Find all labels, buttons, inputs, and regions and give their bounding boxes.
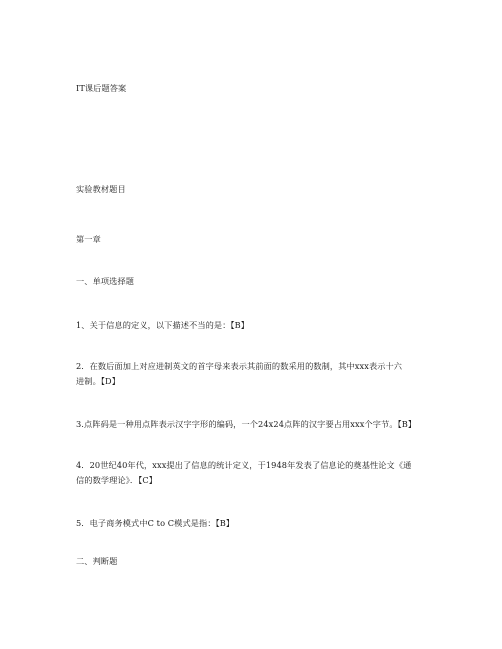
question-1-line-1: 1、关于信息的定义，以下描述不当的是：【B】 [76, 320, 250, 330]
question-5 [76, 516, 436, 531]
document-title: IT课后题答案 [76, 83, 127, 93]
question-3 [76, 417, 436, 432]
question-1 [76, 318, 436, 333]
question-4 [76, 458, 436, 488]
question-2-line-2: 进制。【D】 [76, 376, 121, 386]
question-5-line-1: 5．电子商务模式中C to C模式是指：【B】 [76, 518, 235, 528]
question-2 [76, 359, 436, 389]
question-2-line-1: 2．在数后面加上对应进制英文的首字母来表示其前面的数采用的数制，其中xxx表示十六 [76, 361, 403, 371]
part-heading-true-false: 二、判断题 [76, 556, 118, 566]
chapter-heading: 第一章 [76, 234, 101, 244]
part-heading-single-choice: 一、单项选择题 [76, 276, 135, 286]
question-3-line-1: 3.点阵码是一种用点阵表示汉字字形的编码，一个24x24点阵的汉字要占用xxx个字节。【B】 [76, 419, 417, 429]
section-heading: 实验教材题目 [76, 184, 126, 194]
question-4-line-2: 信的数学理论》．【C】 [76, 475, 158, 485]
question-4-line-1: 4．20世纪40年代，xxx提出了信息的统计定义，于1948年发表了信息论的奠基性论文《通 [76, 460, 412, 470]
